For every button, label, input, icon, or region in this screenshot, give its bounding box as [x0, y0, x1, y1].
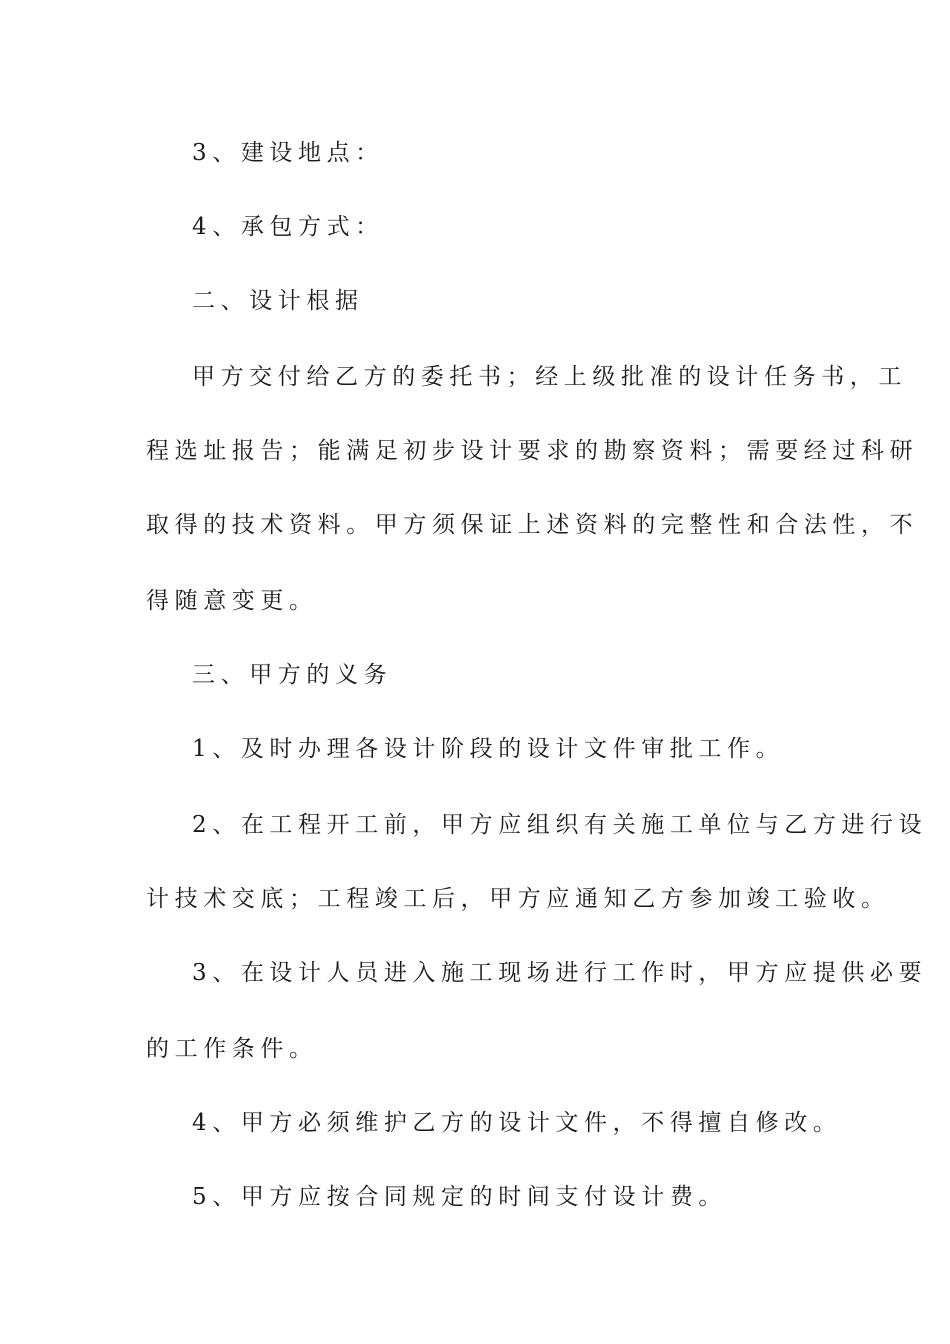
- obligation-item-3-line-1: 3、在设计人员进入施工现场进行工作时，甲方应提供必要: [192, 960, 928, 986]
- item-contract-method: 4、承包方式：: [192, 214, 384, 240]
- obligation-item-3-line-2: 的工作条件。: [146, 1036, 318, 1062]
- obligation-item-4: 4、甲方必须维护乙方的设计文件，不得擅自修改。: [192, 1110, 842, 1136]
- paragraph-design-basis-line-4: 得随意变更。: [146, 588, 318, 614]
- obligation-item-2-line-1: 2、在工程开工前，甲方应组织有关施工单位与乙方进行设: [192, 812, 928, 838]
- paragraph-design-basis-line-3: 取得的技术资料。甲方须保证上述资料的完整性和合法性，不: [146, 512, 919, 538]
- section-heading-design-basis: 二、设计根据: [192, 288, 364, 314]
- section-heading-party-a-obligations: 三、甲方的义务: [192, 662, 393, 688]
- item-construction-site: 3、建设地点：: [192, 140, 384, 166]
- paragraph-design-basis-line-2: 程选址报告；能满足初步设计要求的勘察资料；需要经过科研: [146, 438, 919, 464]
- obligation-item-1: 1、及时办理各设计阶段的设计文件审批工作。: [192, 736, 785, 762]
- obligation-item-5: 5、甲方应按合同规定的时间支付设计费。: [192, 1184, 728, 1210]
- obligation-item-2-line-2: 计技术交底；工程竣工后，甲方应通知乙方参加竣工验收。: [146, 886, 890, 912]
- paragraph-design-basis-line-1: 甲方交付给乙方的委托书；经上级批准的设计任务书，工: [192, 364, 907, 390]
